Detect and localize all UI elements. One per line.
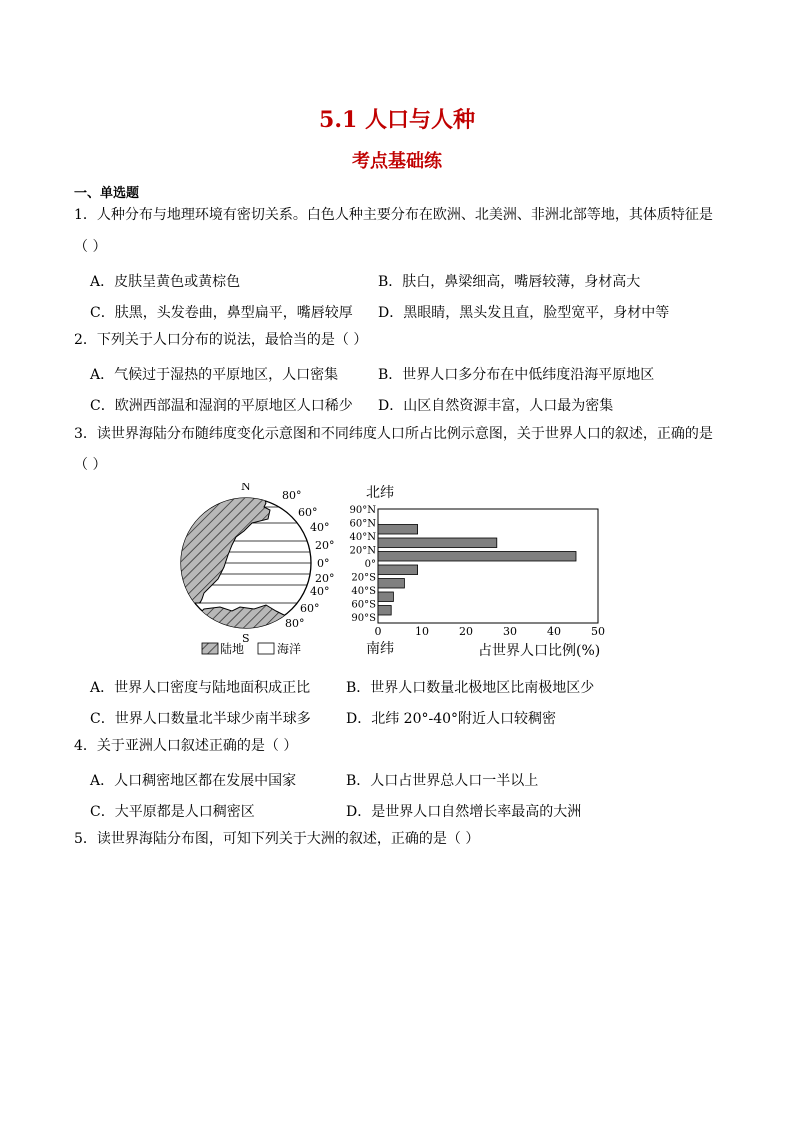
chart-south-label: 南纬 — [366, 641, 394, 657]
question-1-stem-cont: （ ） — [74, 239, 107, 255]
south-pole-label: S — [242, 632, 250, 645]
legend-ocean-swatch — [258, 643, 274, 654]
question-3-stem: 3．读世界海陆分布随纬度变化示意图和不同纬度人口所占比例示意图，关于世界人口的叙述，正确的是 — [74, 426, 713, 442]
question-4-option-d[interactable]: D．是世界人口自然增长率最高的大洲 — [346, 804, 582, 820]
question-5-stem: 5．读世界海陆分布图，可知下列关于大洲的叙述，正确的是（ ） — [74, 831, 480, 847]
chart-xlabel: 占世界人口比例(%) — [478, 643, 601, 659]
lat-label-80n: 80° — [282, 489, 302, 502]
lat-label-20s: 20° — [315, 572, 335, 585]
question-2-option-a[interactable]: A．气候过于湿热的平原地区，人口密集 — [90, 367, 339, 383]
chart-ytick-label: 40°S — [351, 586, 376, 597]
question-4-option-b[interactable]: B．人口占世界总人口一半以上 — [346, 773, 539, 789]
lat-label-0: 0° — [317, 557, 330, 570]
question-2-option-d[interactable]: D．山区自然资源丰富，人口最为密集 — [378, 398, 614, 414]
chart-xtick-label: 0 — [374, 625, 382, 638]
legend-land-swatch — [202, 643, 218, 654]
lat-label-60n: 60° — [298, 506, 318, 519]
question-2-option-c[interactable]: C．欧洲西部温和湿润的平原地区人口稀少 — [90, 398, 353, 414]
chart-ytick-label: 20°N — [349, 545, 376, 557]
lat-label-40n: 40° — [310, 521, 330, 534]
question-3-figure — [180, 483, 620, 663]
question-3-option-a[interactable]: A．世界人口密度与陆地面积成正比 — [90, 680, 311, 696]
lat-label-20n: 20° — [315, 539, 335, 552]
question-1-stem: 1．人种分布与地理环境有密切关系。白色人种主要分布在欧洲、北美洲、非洲北部等地，其体质特征是 — [74, 207, 713, 223]
question-3-option-b[interactable]: B．世界人口数量北极地区比南极地区少 — [346, 680, 595, 696]
legend-ocean-label: 海洋 — [277, 642, 302, 656]
figure-svg — [180, 483, 620, 663]
chart-north-label: 北纬 — [366, 485, 394, 501]
chart-xtick-label: 30 — [503, 625, 517, 638]
question-1-option-d[interactable]: D．黑眼睛，黑头发且直，脸型宽平，身材中等 — [378, 305, 670, 321]
chart-bar — [378, 565, 418, 575]
lat-label-80s: 80° — [285, 617, 305, 630]
lat-label-40s: 40° — [310, 585, 330, 598]
legend-land-label: 陆地 — [220, 642, 245, 656]
chart-ytick-label: 40°N — [349, 532, 376, 543]
page-subtitle: 考点基础练 — [352, 151, 442, 172]
question-4-stem: 4．关于亚洲人口叙述正确的是（ ） — [74, 738, 298, 754]
chart-xtick-label: 50 — [591, 625, 605, 638]
question-4-option-c[interactable]: C．大平原都是人口稠密区 — [90, 804, 255, 820]
chart-ytick-label: 60°S — [351, 599, 376, 611]
globe — [180, 483, 335, 656]
page-title: 5.1 人口与人种 — [319, 107, 475, 133]
question-3-stem-cont: （ ） — [74, 457, 107, 473]
chart-xtick-label: 40 — [547, 625, 561, 638]
chart-xtick-label: 20 — [459, 625, 473, 638]
question-2-option-b[interactable]: B．世界人口多分布在中低纬度沿海平原地区 — [378, 367, 655, 383]
lat-label-60s: 60° — [300, 602, 320, 615]
question-2-stem: 2．下列关于人口分布的说法，最恰当的是（ ） — [74, 332, 368, 348]
chart-ytick-label: 20°S — [351, 572, 376, 584]
question-3-option-d[interactable]: D．北纬 20°-40°附近人口较稠密 — [346, 711, 557, 727]
chart-bar — [378, 592, 393, 602]
chart-ytick-label: 90°S — [351, 613, 376, 624]
question-4-option-a[interactable]: A．人口稠密地区都在发展中国家 — [90, 773, 297, 789]
question-3-option-c[interactable]: C．世界人口数量北半球少南半球多 — [90, 711, 311, 727]
question-1-option-a[interactable]: A．皮肤呈黄色或黄棕色 — [90, 274, 241, 290]
chart-ytick-label: 60°N — [349, 518, 376, 530]
chart-ytick-label: 90°N — [349, 505, 376, 516]
chart-bar — [378, 538, 497, 548]
chart-bar — [378, 579, 404, 589]
chart-bar — [378, 606, 391, 616]
question-1-option-b[interactable]: B．肤白，鼻梁细高，嘴唇较薄，身材高大 — [378, 274, 641, 290]
north-pole-label: N — [241, 483, 251, 493]
chart-bar — [378, 525, 418, 535]
chart-xtick-label: 10 — [415, 625, 429, 638]
population-chart — [350, 484, 605, 659]
chart-ytick-label: 0° — [364, 559, 376, 570]
section-heading: 一、单选题 — [74, 186, 140, 201]
chart-bar — [378, 552, 576, 562]
question-1-option-c[interactable]: C．肤黑，头发卷曲，鼻型扁平，嘴唇较厚 — [90, 305, 353, 321]
